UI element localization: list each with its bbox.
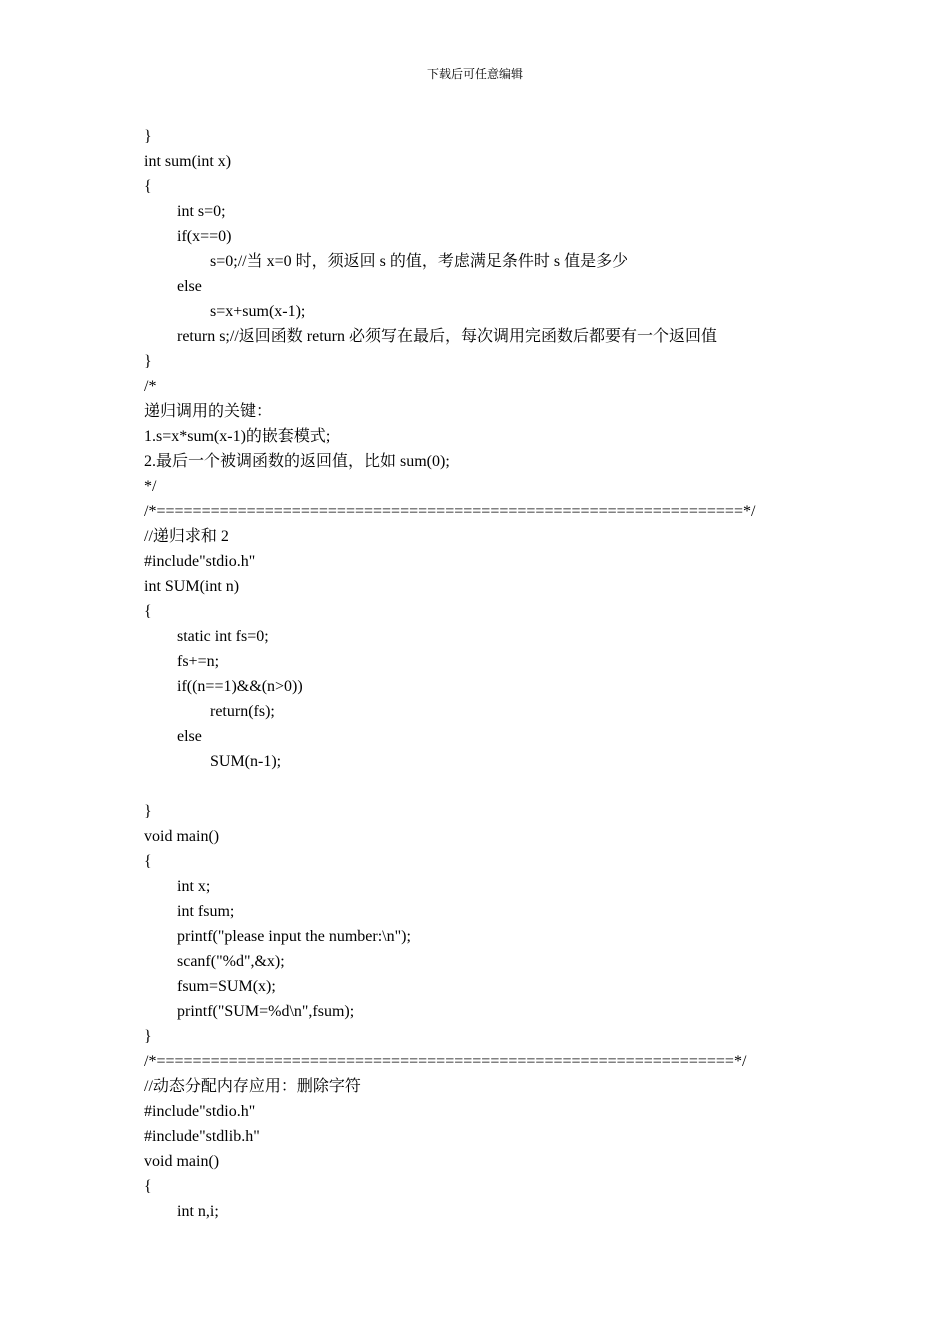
code-line: 2.最后一个被调函数的返回值，比如 sum(0); (144, 453, 450, 470)
code-line: if(x==0) (177, 228, 232, 245)
code-line: { (144, 603, 152, 620)
code-line: scanf("%d",&x); (177, 953, 285, 970)
code-line: /*================================================================*/ (144, 1053, 747, 1070)
code-line: #include"stdlib.h" (144, 1128, 260, 1145)
code-line: int SUM(int n) (144, 578, 240, 595)
page-header: 下载后可任意编辑 (426, 67, 523, 81)
code-line: return s;//返回函数 return 必须写在最后，每次调用完函数后都要有一个返回值 (177, 328, 717, 345)
code-line: int fsum; (177, 903, 235, 920)
code-line: /* (144, 378, 157, 395)
code-line: #include"stdio.h" (144, 553, 256, 570)
code-line: else (177, 728, 202, 745)
code-line: SUM(n-1); (210, 753, 282, 770)
code-line: fsum=SUM(x); (177, 978, 276, 995)
code-line: 1.s=x*sum(x-1)的嵌套模式; (144, 428, 331, 445)
code-line: if((n==1)&&(n>0)) (177, 678, 303, 695)
code-line: #include"stdio.h" (144, 1103, 256, 1120)
code-line: void main() (144, 828, 220, 845)
code-line: //动态分配内存应用：删除字符 (144, 1078, 361, 1095)
code-line: { (144, 853, 152, 870)
code-line: void main() (144, 1153, 220, 1170)
code-line: else (177, 278, 202, 295)
code-line: //递归求和 2 (144, 528, 229, 545)
code-line: { (144, 1178, 152, 1195)
code-line: s=0;//当 x=0 时，须返回 s 的值，考虑满足条件时 s 值是多少 (210, 253, 629, 270)
code-line: } (144, 803, 152, 820)
code-listing (144, 124, 864, 1224)
code-line: } (144, 128, 152, 145)
code-line: fs+=n; (177, 653, 220, 670)
code-line: printf("please input the number:\n"); (177, 928, 411, 945)
code-line: int sum(int x) (144, 153, 232, 170)
code-line: int x; (177, 878, 211, 895)
code-line: static int fs=0; (177, 628, 269, 645)
code-line: } (144, 1028, 152, 1045)
code-line: return(fs); (210, 703, 275, 720)
code-line (144, 774, 864, 799)
code-line: int n,i; (177, 1203, 219, 1220)
code-line: int s=0; (177, 203, 226, 220)
code-line: printf("SUM=%d\n",fsum); (177, 1003, 355, 1020)
code-line: { (144, 178, 152, 195)
code-line: */ (144, 478, 157, 495)
code-line: 递归调用的关键： (144, 403, 273, 420)
code-line: /*=================================================================*/ (144, 503, 756, 520)
code-line: s=x+sum(x-1); (210, 303, 306, 320)
code-line: } (144, 353, 152, 370)
